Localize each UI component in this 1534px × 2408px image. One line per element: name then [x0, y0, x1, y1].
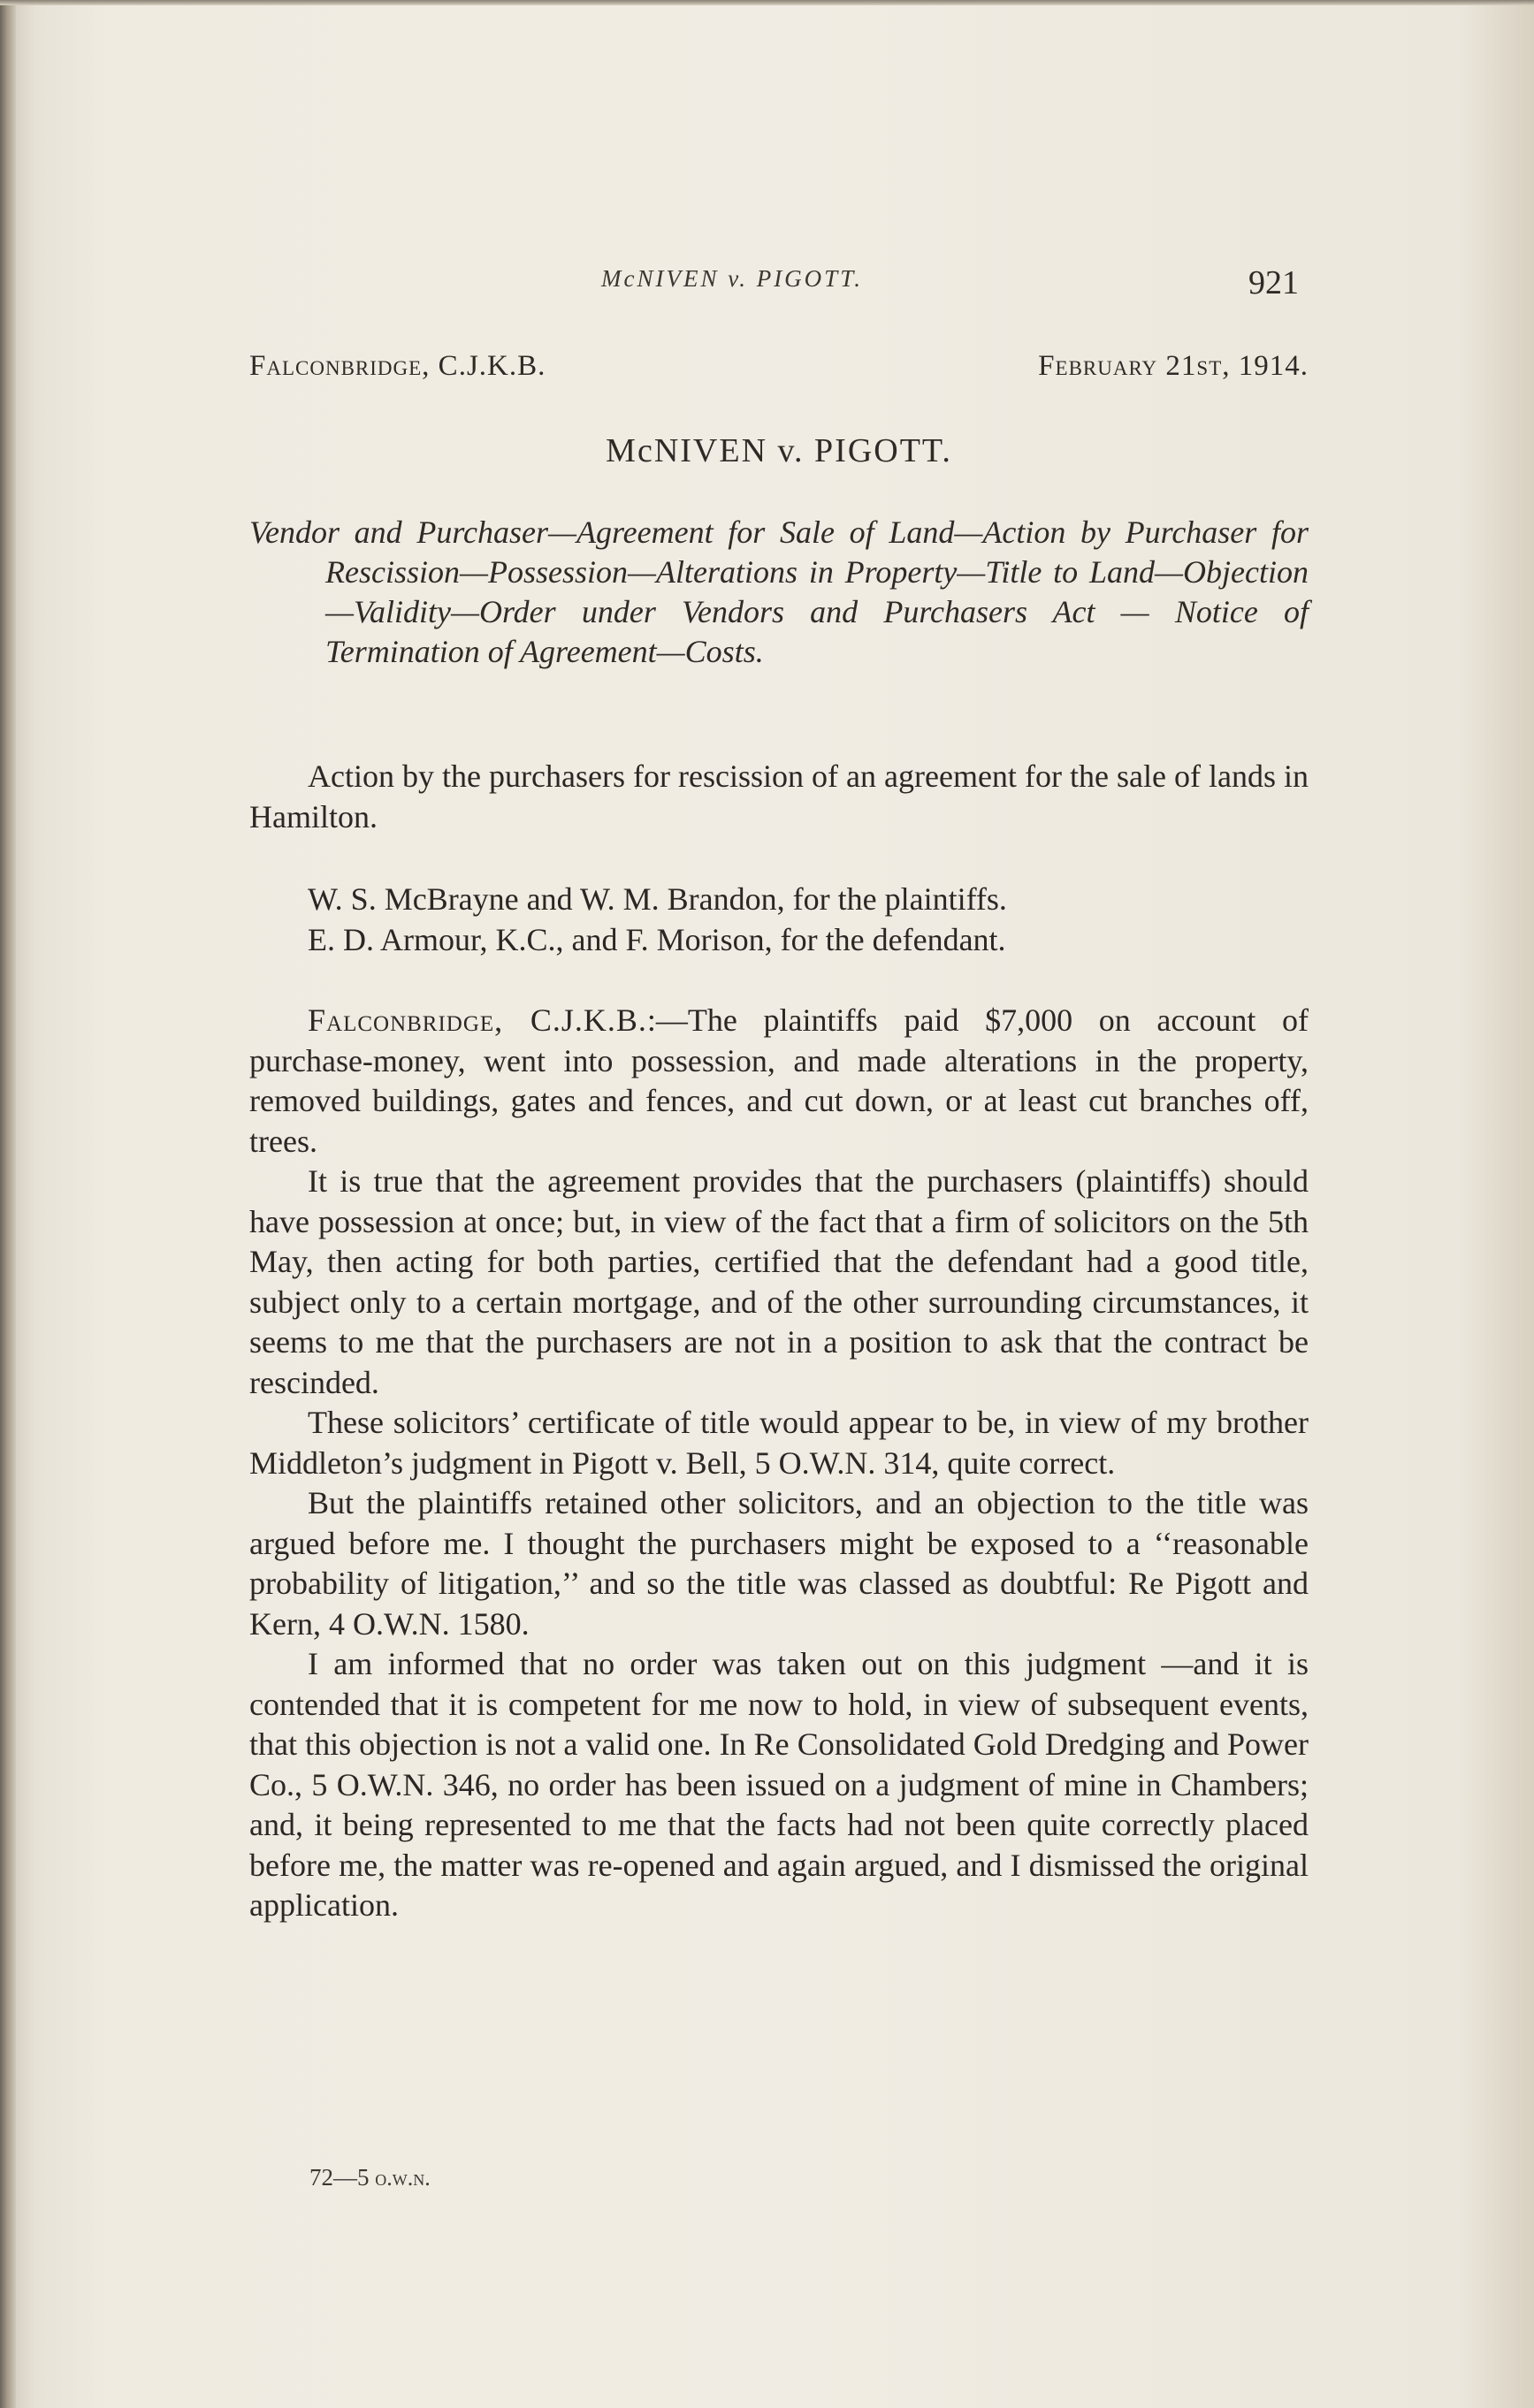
printer-signature [309, 2164, 431, 2191]
counsel-defendant: E. D. Armour, K.C., and F. Morison, for the defendant. [308, 922, 1006, 957]
decision-date: February 21st, 1914. [1038, 350, 1309, 382]
judgment-paragraph: It is true that the agreement provides that the purchasers (plaintiffs) should have possession at once; but, in view of the fact that a firm of solicitors on the 5th May, then acting for both parties, certified that the defendant had a good title, subject only to a certain mortgage, and of the other surrounding circumstances, it seems to me that the purchasers are not in a position to ask that the contract be rescinded. [249, 1163, 1309, 1400]
judgment-judge-lead: Falconbridge, C.J.K.B. [308, 1002, 647, 1038]
summary-paragraph: Action by the purchasers for rescission of an agreement for the sale of lands in Hamilton. [249, 758, 1309, 834]
summary-block [249, 757, 1309, 837]
signature-number: 72—5 [309, 2164, 370, 2191]
page-top-edge [0, 0, 1534, 5]
judgment-paragraph: But the plaintiffs retained other solicitors, and an objection to the title was argued before me. I thought the purchasers might be exposed to a ‘‘reasonable probability of litigation,’’ and so the title was classed as doubtful: Re Pigott and Kern, 4 O.W.N. 1580. [249, 1485, 1309, 1642]
counsel-block [249, 879, 1309, 960]
judgment-paragraph-text: :—The plaintiffs paid $7,000 on account of purchase-money, went into possession, and made alterations in the property, removed buildings, gates and fences, and cut down, or at least cut branches off, trees. [249, 1002, 1309, 1159]
judgment-paragraph [249, 1001, 1309, 1162]
judge-name: Falconbridge, C.J.K.B. [249, 350, 546, 382]
judgment-paragraph: These solicitors’ certificate of title would appear to be, in view of my brother Middleton’s judgment in Pigott v. Bell, 5 O.W.N. 314, quite correct. [249, 1405, 1309, 1481]
counsel-plaintiffs: W. S. McBrayne and W. M. Brandon, for the plaintiffs. [308, 881, 1007, 917]
signature-series: o.w.n. [375, 2165, 431, 2191]
court-line [249, 350, 1309, 383]
judgment-paragraph: I am informed that no order was taken out on this judgment —and it is contended that it is competent for me now to hold, in view of subsequent events, that this objection is not a valid one. In Re Consolidated Gold Dredging and Power Co., 5 O.W.N. 346, no order has been issued on a judgment of mine in Chambers; and, it being represented to me that the facts had not been quite correctly placed before me, the matter was re-opened and again argued, and I dismissed the original application. [249, 1646, 1309, 1923]
headnote: Vendor and Purchaser—Agreement for Sale of Land—Action by Purchaser for Rescission—Possession—Alterations in Property—Title to Land—Objection—Validity—Order under Vendors and Purchasers Act — Notice of Termination of Agreement—Costs. [249, 514, 1309, 669]
case-title: McNIVEN v. PIGOTT. [606, 432, 952, 469]
judgment-text [249, 1001, 1309, 1926]
running-title: McNIVEN v. PIGOTT. [601, 265, 863, 292]
book-spine-shadow [0, 0, 16, 2408]
page-number: 921 [1248, 264, 1299, 301]
